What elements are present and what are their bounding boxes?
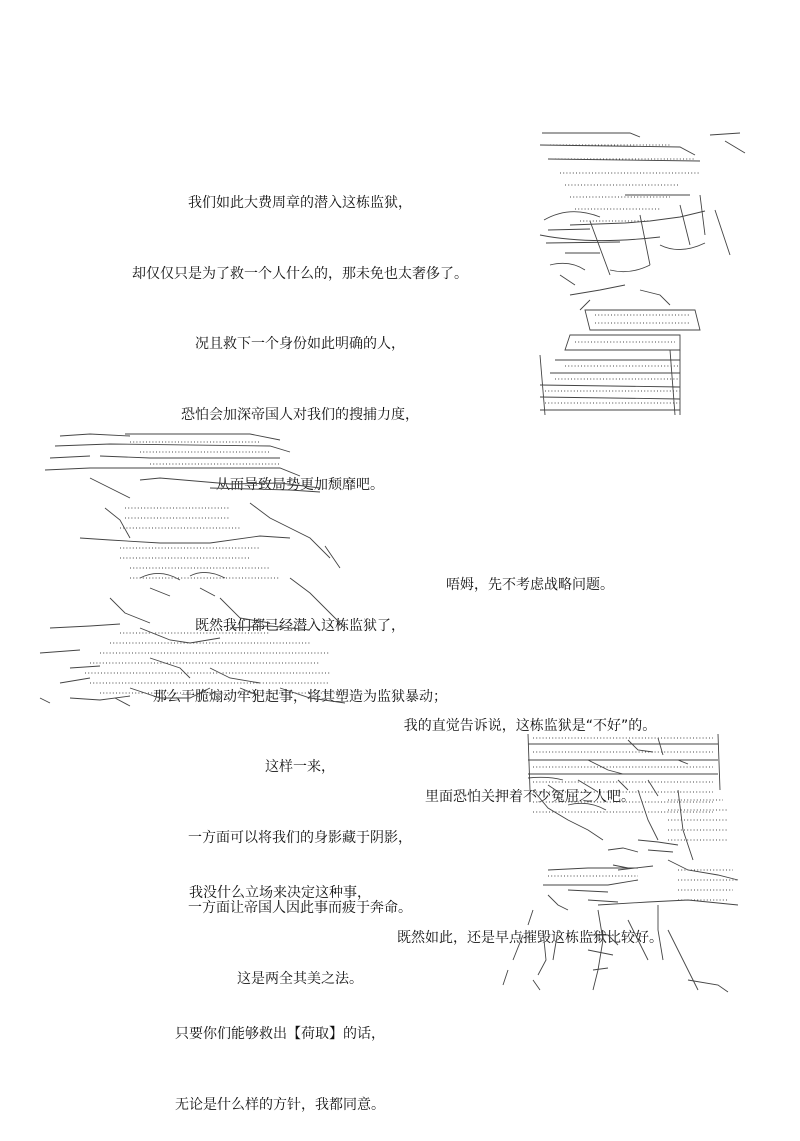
dialogue-line: 恐怕会加深帝国人对我们的搜捕力度， (181, 406, 419, 423)
dialogue-line: 那么干脆煽动牢犯起事，将其塑造为监狱暴动； (153, 688, 447, 705)
dialogue-line (380, 645, 680, 669)
dialogue-line: 却仅仅只是为了救一个人什么的，那未免也太奢侈了。 (132, 265, 468, 282)
dialogue-line: 我们如此大费周章的潜入这栋监狱， (188, 195, 412, 211)
dialogue-line: 一方面让帝国人因此事而疲于奔命。 (188, 900, 412, 916)
dialogue-line: 既然我们都已经潜入这栋监狱了， (195, 618, 405, 634)
dialogue-line: 这样一来， (265, 759, 335, 775)
dialogue-line: 我的直觉告诉说，这栋监狱是“不好”的。 (403, 718, 657, 734)
kappa-girl-illustration (488, 730, 748, 995)
standing-figure-illustration (530, 125, 750, 420)
dialogue-block-3 (150, 835, 410, 1141)
dialogue-line: 从而导致局势更加颓靡吧。 (216, 477, 384, 493)
dialogue-line: 无论是什么样的方针，我都同意。 (175, 1096, 385, 1113)
standing-figure-ascii-art (530, 125, 750, 420)
figure-with-large-hat-ascii-art (30, 428, 350, 708)
dialogue-line: 既然如此，还是早点摧毁这栋监狱比较好。 (397, 929, 663, 946)
dialogue-line (150, 953, 410, 977)
dialogue-line: 况且救下一个身份如此明确的人， (195, 336, 405, 352)
dialogue-line: 里面恐怕关押着不少冤屈之人吧。 (425, 788, 635, 805)
dialogue-line: 这是两全其美之法。 (237, 970, 363, 987)
dialogue-line: 唔姆，先不考虑战略问题。 (446, 577, 614, 593)
hat-figure-illustration (30, 428, 350, 708)
dialogue-line: 只要你们能够救出【荷取】的话， (175, 1026, 385, 1042)
dialogue-line: 我没什么立场来决定这种事， (189, 885, 371, 901)
kappa-girl-ascii-art (488, 730, 748, 995)
dialogue-line: 一方面可以将我们的身影藏于阴影， (188, 829, 412, 846)
